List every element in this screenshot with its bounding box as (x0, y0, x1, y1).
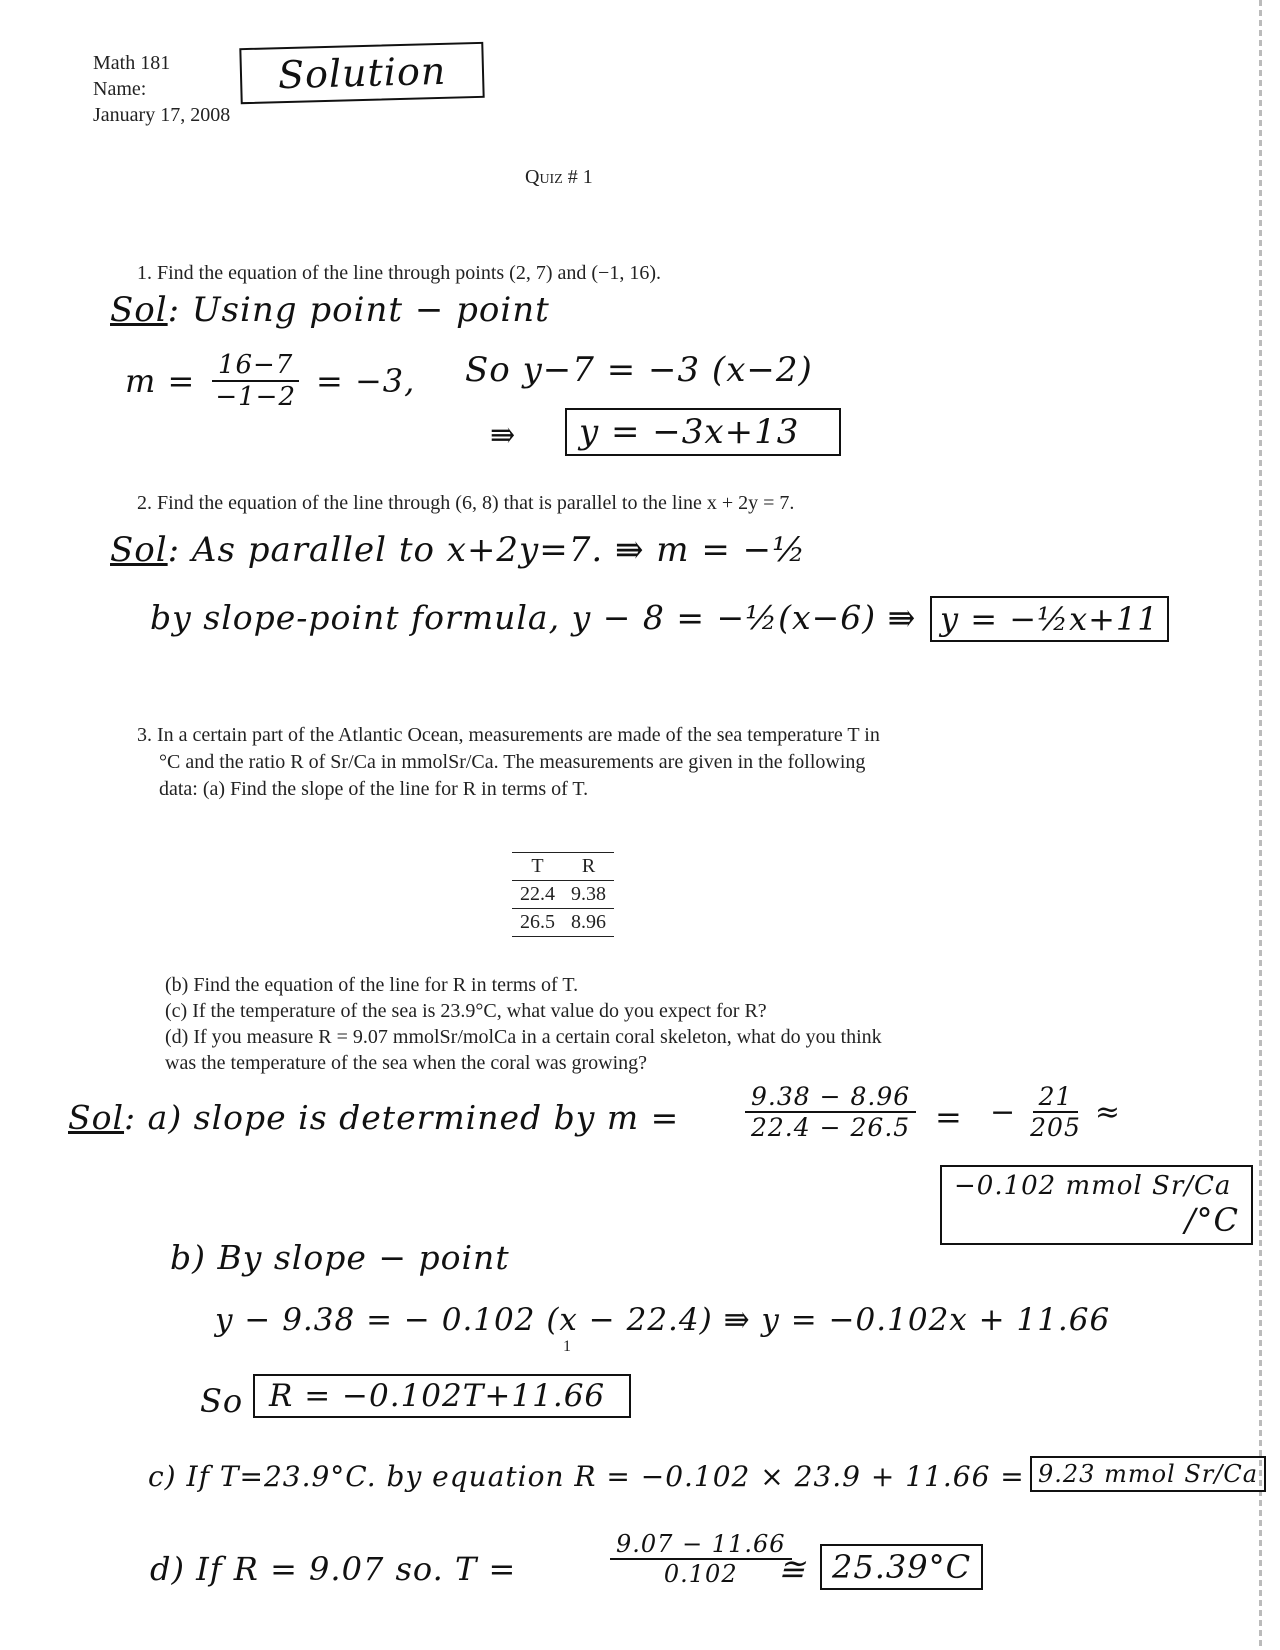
q1-frac-den: −1−2 (215, 382, 296, 412)
q1-answer-box (565, 408, 841, 456)
q2-solution-line-1 (110, 530, 806, 570)
name-label: Name: (93, 78, 147, 100)
table-header-t: T (531, 855, 544, 877)
q1-solution-intro (110, 290, 550, 330)
table-row (512, 909, 614, 937)
table-row (512, 881, 614, 909)
name-value-box (239, 42, 485, 104)
q2-answer-box (930, 596, 1169, 642)
question-3-part-c: (c) If the temperature of the sea is 23.9°C, what value do you expect for R? (165, 1000, 767, 1022)
question-1-number: 1. (137, 262, 152, 284)
question-3-number: 3. (137, 724, 152, 746)
question-3-part-b: (b) Find the equation of the line for R in terms of T. (165, 974, 579, 996)
q3-c-answer: 9.23 mmol Sr/Ca (1038, 1460, 1259, 1488)
q3-a-res-num: 21 (1033, 1082, 1079, 1113)
table-cell: 22.4 (520, 883, 555, 905)
question-3 (137, 722, 880, 803)
table-cell: 8.96 (571, 911, 606, 933)
q3-a-equals: = (935, 1098, 963, 1136)
q1-slope-fraction (209, 350, 302, 412)
name-value: Solution (277, 48, 447, 98)
table-cell: 9.38 (571, 883, 606, 905)
q3-a-res-den: 205 (1030, 1113, 1081, 1142)
question-2-number: 2. (137, 492, 152, 514)
q1-answer: y = −3x+13 (579, 412, 800, 452)
table-header-r: R (581, 855, 596, 877)
q2-sol-label: Sol (110, 530, 168, 570)
question-3-text-line-1: In a certain part of the Atlantic Ocean, measurements are made of the sea temperature T in (157, 724, 880, 746)
scan-page-edge (1259, 0, 1262, 1650)
q3-b-title: b) By slope − point (170, 1238, 510, 1277)
q1-frac-num: 16−7 (212, 350, 299, 382)
q3-b-answer-box (253, 1374, 631, 1418)
question-1-text: Find the equation of the line through points (2, 7) and (−1, 16). (157, 262, 661, 284)
data-table-wrapper (512, 852, 614, 937)
q3-a-result: − $\frac{21}{205}$ ≈ (990, 1082, 1121, 1142)
question-3-part-d-cont: was the temperature of the sea when the coral was growing? (165, 1052, 648, 1074)
q3-a-fraction (745, 1082, 916, 1142)
q2-answer: y = −½x+11 (940, 600, 1159, 638)
page-number: 1 (563, 1338, 571, 1355)
q3-d-answer-box (820, 1544, 983, 1590)
q3-d-fraction (610, 1530, 792, 1588)
question-2-text: Find the equation of the line through (6, 8) that is parallel to the line x + 2y = 7. (157, 492, 795, 514)
q3-b-so: So (200, 1382, 244, 1420)
q3-b-line: y − 9.38 = − 0.102 (x − 22.4) ⇛ y = −0.102x + 11.66 (215, 1302, 1111, 1338)
q3-a-den: 22.4 − 26.5 (751, 1113, 911, 1142)
q3-b-answer: R = −0.102T+11.66 (269, 1378, 606, 1414)
q3-c-line: c) If T=23.9°C. by equation R = −0.102 × 23.9 + 11.66 = (148, 1460, 1025, 1493)
q3-sol-label: Sol (68, 1098, 125, 1137)
q3-a-text: : a) slope is determined by m = (124, 1098, 680, 1137)
q3-a-answer-box (940, 1165, 1253, 1245)
header-block (93, 50, 230, 128)
date-label: January 17, 2008 (93, 104, 231, 126)
q3-a-num: 9.38 − 8.96 (745, 1082, 916, 1113)
question-3-part-d: (d) If you measure R = 9.07 mmolSr/molCa in a certain coral skeleton, what do you think (165, 1026, 882, 1048)
q1-m-label: m = (125, 362, 196, 400)
q3-a-answer-line-1: −0.102 mmol Sr/Ca (954, 1171, 1232, 1201)
q2-line1: : As parallel to x+2y=7. ⇛ m = −½ (167, 530, 807, 570)
table-cell: 26.5 (520, 911, 555, 933)
question-1 (137, 262, 661, 285)
data-table (512, 852, 614, 937)
question-3-text-line-2: °C and the ratio R of Sr/Ca in mmolSr/Ca. The measurements are given in the following (159, 751, 866, 773)
question-2 (137, 492, 794, 515)
q3-d-den: 0.102 (663, 1560, 738, 1588)
q1-sol-label: Sol (110, 290, 168, 330)
q3-solution-a (68, 1098, 679, 1137)
question-3-parts (165, 972, 882, 1076)
q3-a-answer-line-2: /°C (1184, 1201, 1239, 1239)
q3-d-num: 9.07 − 11.66 (610, 1530, 792, 1560)
q3-a-approx: ≈ (1094, 1094, 1121, 1130)
question-3-text-line-3: data: (a) Find the slope of the line for R in terms of T. (159, 778, 589, 800)
q1-sol-text: : Using point − point (167, 290, 550, 330)
q3-d-approx: ≅ (778, 1550, 806, 1588)
q1-m-result: = −3, (315, 362, 416, 400)
page-title: Quiz # 1 (525, 166, 593, 188)
course-label: Math 181 (93, 52, 171, 74)
q3-d-line: d) If R = 9.07 so. T = (150, 1550, 517, 1588)
q3-c-answer-box (1030, 1456, 1266, 1492)
q1-point-slope: So y−7 = −3 (x−2) (465, 350, 813, 390)
table-header-row (512, 853, 614, 881)
q1-implies-icon: ⇛ (490, 418, 517, 453)
q2-solution-line-2: by slope-point formula, y − 8 = −½(x−6) ⇛ (150, 598, 917, 637)
q3-d-answer: 25.39°C (832, 1548, 972, 1586)
q1-slope-work (125, 350, 415, 412)
